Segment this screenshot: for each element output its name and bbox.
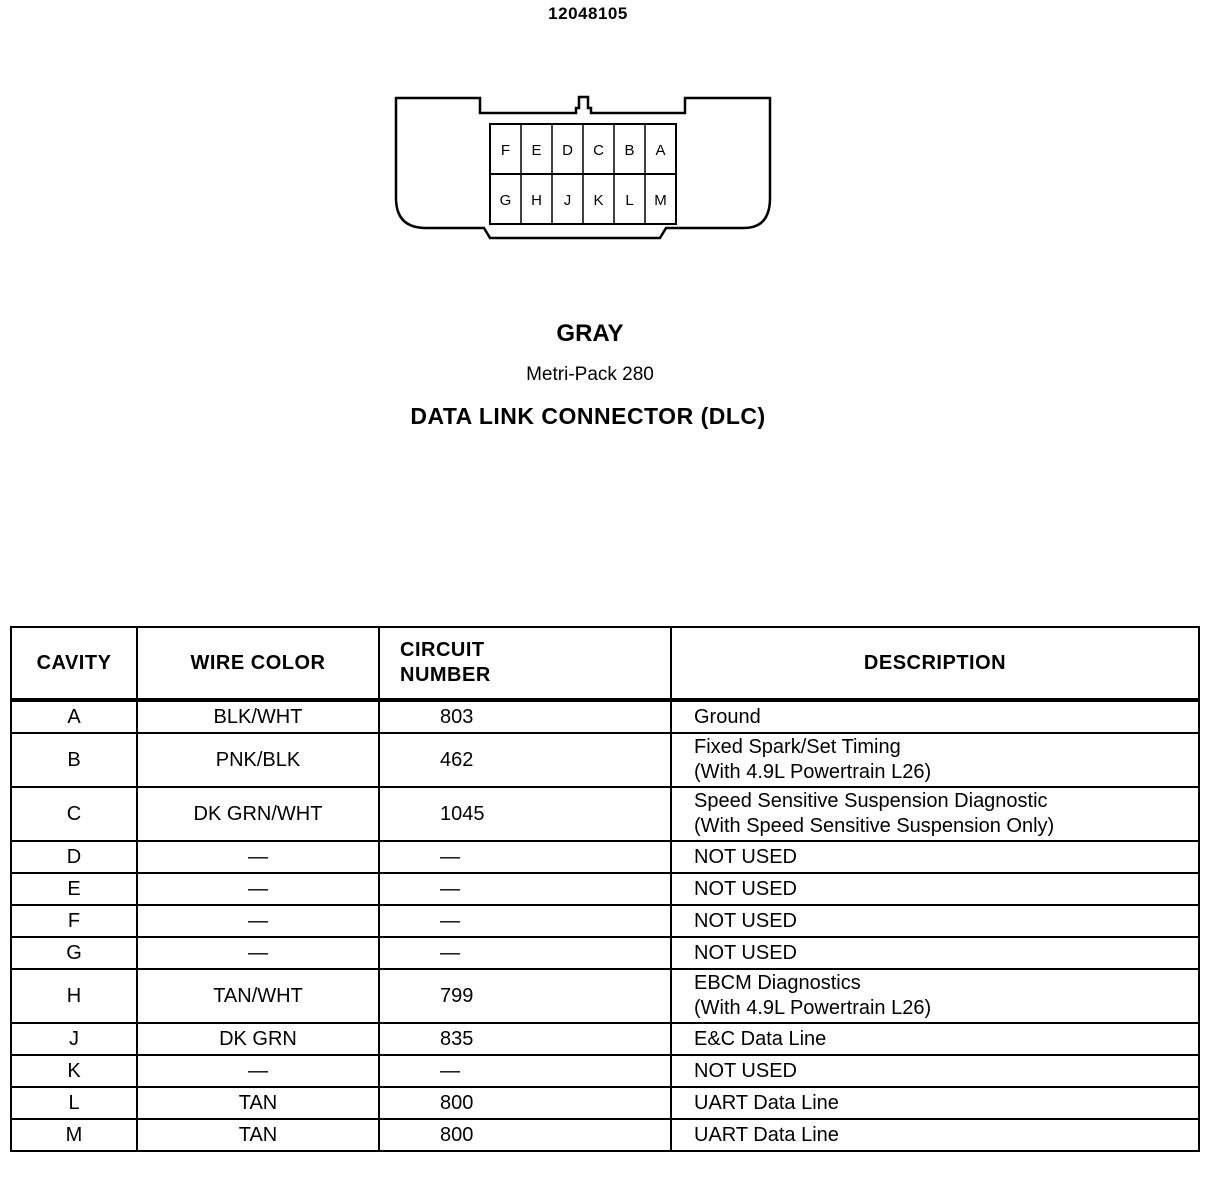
circuit-number-cell: — <box>379 905 671 937</box>
wire-color-cell: BLK/WHT <box>137 700 379 733</box>
description-cell <box>671 787 1199 841</box>
description-line1: Speed Sensitive Suspension Diagnostic <box>694 790 1048 812</box>
cavity-label: M <box>654 192 667 209</box>
header-circuit-number <box>379 627 671 700</box>
description-cell <box>671 700 1199 733</box>
table-row <box>11 733 1199 787</box>
cavity-label: E <box>531 142 542 159</box>
connector-series: Metri-Pack 280 <box>526 364 654 385</box>
cavity-label: H <box>531 192 542 209</box>
cavity-cell: D <box>11 841 137 873</box>
description-line1: Ground <box>694 705 761 728</box>
table-row <box>11 937 1199 969</box>
description-line1: NOT USED <box>694 909 797 932</box>
wire-color-cell: TAN <box>137 1087 379 1119</box>
cavity-label: J <box>563 192 572 209</box>
description-cell <box>671 733 1199 787</box>
wire-color-cell: DK GRN <box>137 1023 379 1055</box>
table-header-row <box>11 627 1199 700</box>
circuit-number-cell: 799 <box>379 969 671 1023</box>
wire-color-cell: — <box>137 841 379 873</box>
wire-color-cell: TAN <box>137 1119 379 1151</box>
table-row <box>11 873 1199 905</box>
wire-color-cell: — <box>137 873 379 905</box>
wire-color-cell: TAN/WHT <box>137 969 379 1023</box>
cavity-table <box>10 626 1200 1152</box>
header-cavity: CAVITY <box>11 627 137 700</box>
table-row <box>11 787 1199 841</box>
cavity-label: B <box>624 142 635 159</box>
wire-color-cell: — <box>137 905 379 937</box>
header-wire-color: WIRE COLOR <box>137 627 379 700</box>
wire-color-cell: — <box>137 937 379 969</box>
wire-color-cell: DK GRN/WHT <box>137 787 379 841</box>
circuit-number-cell: — <box>379 1055 671 1087</box>
wire-color-cell: PNK/BLK <box>137 733 379 787</box>
description-cell <box>671 841 1199 873</box>
description-cell <box>671 905 1199 937</box>
circuit-number-cell: 803 <box>379 700 671 733</box>
description-line1: NOT USED <box>694 941 797 964</box>
table-row <box>11 700 1199 733</box>
header-circuit-line2: NUMBER <box>400 664 491 686</box>
circuit-number-cell: 800 <box>379 1087 671 1119</box>
cavity-label: F <box>500 142 511 159</box>
description-cell <box>671 1087 1199 1119</box>
cavity-label: A <box>655 142 666 159</box>
cavity-cell: G <box>11 937 137 969</box>
header-circuit-line1: CIRCUIT <box>400 639 485 661</box>
cavity-cell: A <box>11 700 137 733</box>
table-row <box>11 841 1199 873</box>
cavity-label: K <box>593 192 604 209</box>
description-cell <box>671 937 1199 969</box>
circuit-number-cell: — <box>379 937 671 969</box>
part-number: 12048105 <box>548 4 628 23</box>
circuit-number-cell: — <box>379 873 671 905</box>
cavity-cell: L <box>11 1087 137 1119</box>
table-row <box>11 969 1199 1023</box>
cavity-cell: H <box>11 969 137 1023</box>
circuit-number-cell: 1045 <box>379 787 671 841</box>
description-line1: EBCM Diagnostics <box>694 972 861 994</box>
description-line1: NOT USED <box>694 1059 797 1082</box>
connector-name: DATA LINK CONNECTOR (DLC) <box>410 403 766 429</box>
description-line1: Fixed Spark/Set Timing <box>694 736 901 758</box>
cavity-label: G <box>499 192 512 209</box>
wire-color-cell: — <box>137 1055 379 1087</box>
cavity-cell: C <box>11 787 137 841</box>
header-description: DESCRIPTION <box>671 627 1199 700</box>
table-row <box>11 1055 1199 1087</box>
description-cell <box>671 969 1199 1023</box>
description-line2: (With Speed Sensitive Suspension Only) <box>694 815 1055 837</box>
cavity-grid <box>490 124 676 224</box>
cavity-label: C <box>593 142 604 159</box>
description-line2: (With 4.9L Powertrain L26) <box>694 761 932 783</box>
description-line2: (With 4.9L Powertrain L26) <box>694 997 932 1019</box>
circuit-number-cell: — <box>379 841 671 873</box>
circuit-number-cell: 835 <box>379 1023 671 1055</box>
description-cell <box>671 873 1199 905</box>
description-line1: NOT USED <box>694 877 797 900</box>
description-line1: UART Data Line <box>694 1123 839 1146</box>
cavity-cell: M <box>11 1119 137 1151</box>
connector-color: GRAY <box>556 320 624 347</box>
cavity-cell: B <box>11 733 137 787</box>
description-cell <box>671 1119 1199 1151</box>
circuit-number-cell: 462 <box>379 733 671 787</box>
cavity-cell: E <box>11 873 137 905</box>
description-cell <box>671 1023 1199 1055</box>
description-cell <box>671 1055 1199 1087</box>
description-line1: NOT USED <box>694 845 797 868</box>
cavity-cell: K <box>11 1055 137 1087</box>
cavity-cell: F <box>11 905 137 937</box>
table-row <box>11 905 1199 937</box>
cavity-label: D <box>562 142 573 159</box>
table-row <box>11 1119 1199 1151</box>
table-row <box>11 1023 1199 1055</box>
cavity-label: L <box>625 192 634 209</box>
circuit-number-cell: 800 <box>379 1119 671 1151</box>
table-row <box>11 1087 1199 1119</box>
table-body <box>11 700 1199 1151</box>
cavity-cell: J <box>11 1023 137 1055</box>
description-line1: E&C Data Line <box>694 1027 827 1050</box>
connector-face-diagram <box>380 88 790 258</box>
description-line1: UART Data Line <box>694 1091 839 1114</box>
